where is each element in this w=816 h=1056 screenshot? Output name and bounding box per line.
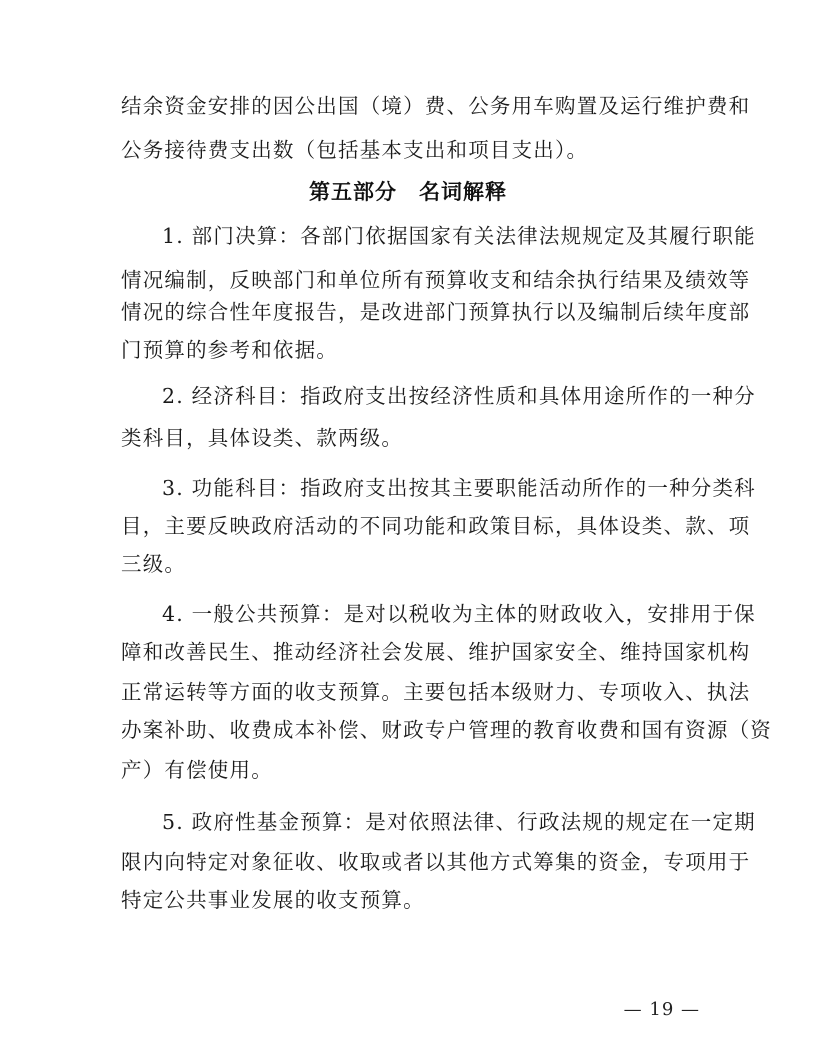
intro-line: 结余资金安排的因公出国（境）费、公务用车购置及运行维护费和 (121, 94, 751, 118)
term-4-line: 正常运转等方面的收支预算。主要包括本级财力、专项收入、执法 (121, 680, 751, 704)
page-number: — 19 — (623, 999, 700, 1020)
term-1-line: 情况编制，反映部门和单位所有预算收支和结余执行结果及绩效等 (121, 268, 751, 292)
term-1-line: 1. 部门决算：各部门依据国家有关法律法规规定及其履行职能 (162, 224, 756, 248)
term-2-line: 2. 经济科目：指政府支出按经济性质和具体用途所作的一种分 (162, 384, 756, 408)
term-5-line: 特定公共事业发展的收支预算。 (121, 888, 425, 912)
term-2-line: 类科目，具体设类、款两级。 (121, 426, 404, 450)
term-1-line: 门预算的参考和依据。 (121, 338, 338, 362)
section-title: 第五部分 名词解释 (309, 180, 507, 204)
term-4-line: 障和改善民生、推动经济社会发展、维护国家安全、维持国家机构 (121, 640, 751, 664)
intro-line: 公务接待费支出数（包括基本支出和项目支出）。 (121, 138, 589, 162)
term-1-line: 情况的综合性年度报告，是改进部门预算执行以及编制后续年度部 (121, 300, 751, 324)
term-3-line: 三级。 (121, 552, 187, 576)
term-4-line: 办案补助、收费成本补偿、财政专户管理的教育收费和国有资源（资 (121, 718, 772, 742)
term-4-line: 产）有偿使用。 (121, 758, 273, 782)
term-3-line: 3. 功能科目：指政府支出按其主要职能活动所作的一种分类科 (162, 476, 756, 500)
term-3-line: 目，主要反映政府活动的不同功能和政策目标，具体设类、款、项 (121, 514, 751, 538)
term-5-line: 5. 政府性基金预算：是对依照法律、行政法规的规定在一定期 (162, 810, 756, 834)
term-4-line: 4. 一般公共预算：是对以税收为主体的财政收入，安排用于保 (162, 602, 756, 626)
term-5-line: 限内向特定对象征收、收取或者以其他方式筹集的资金，专项用于 (121, 850, 751, 874)
